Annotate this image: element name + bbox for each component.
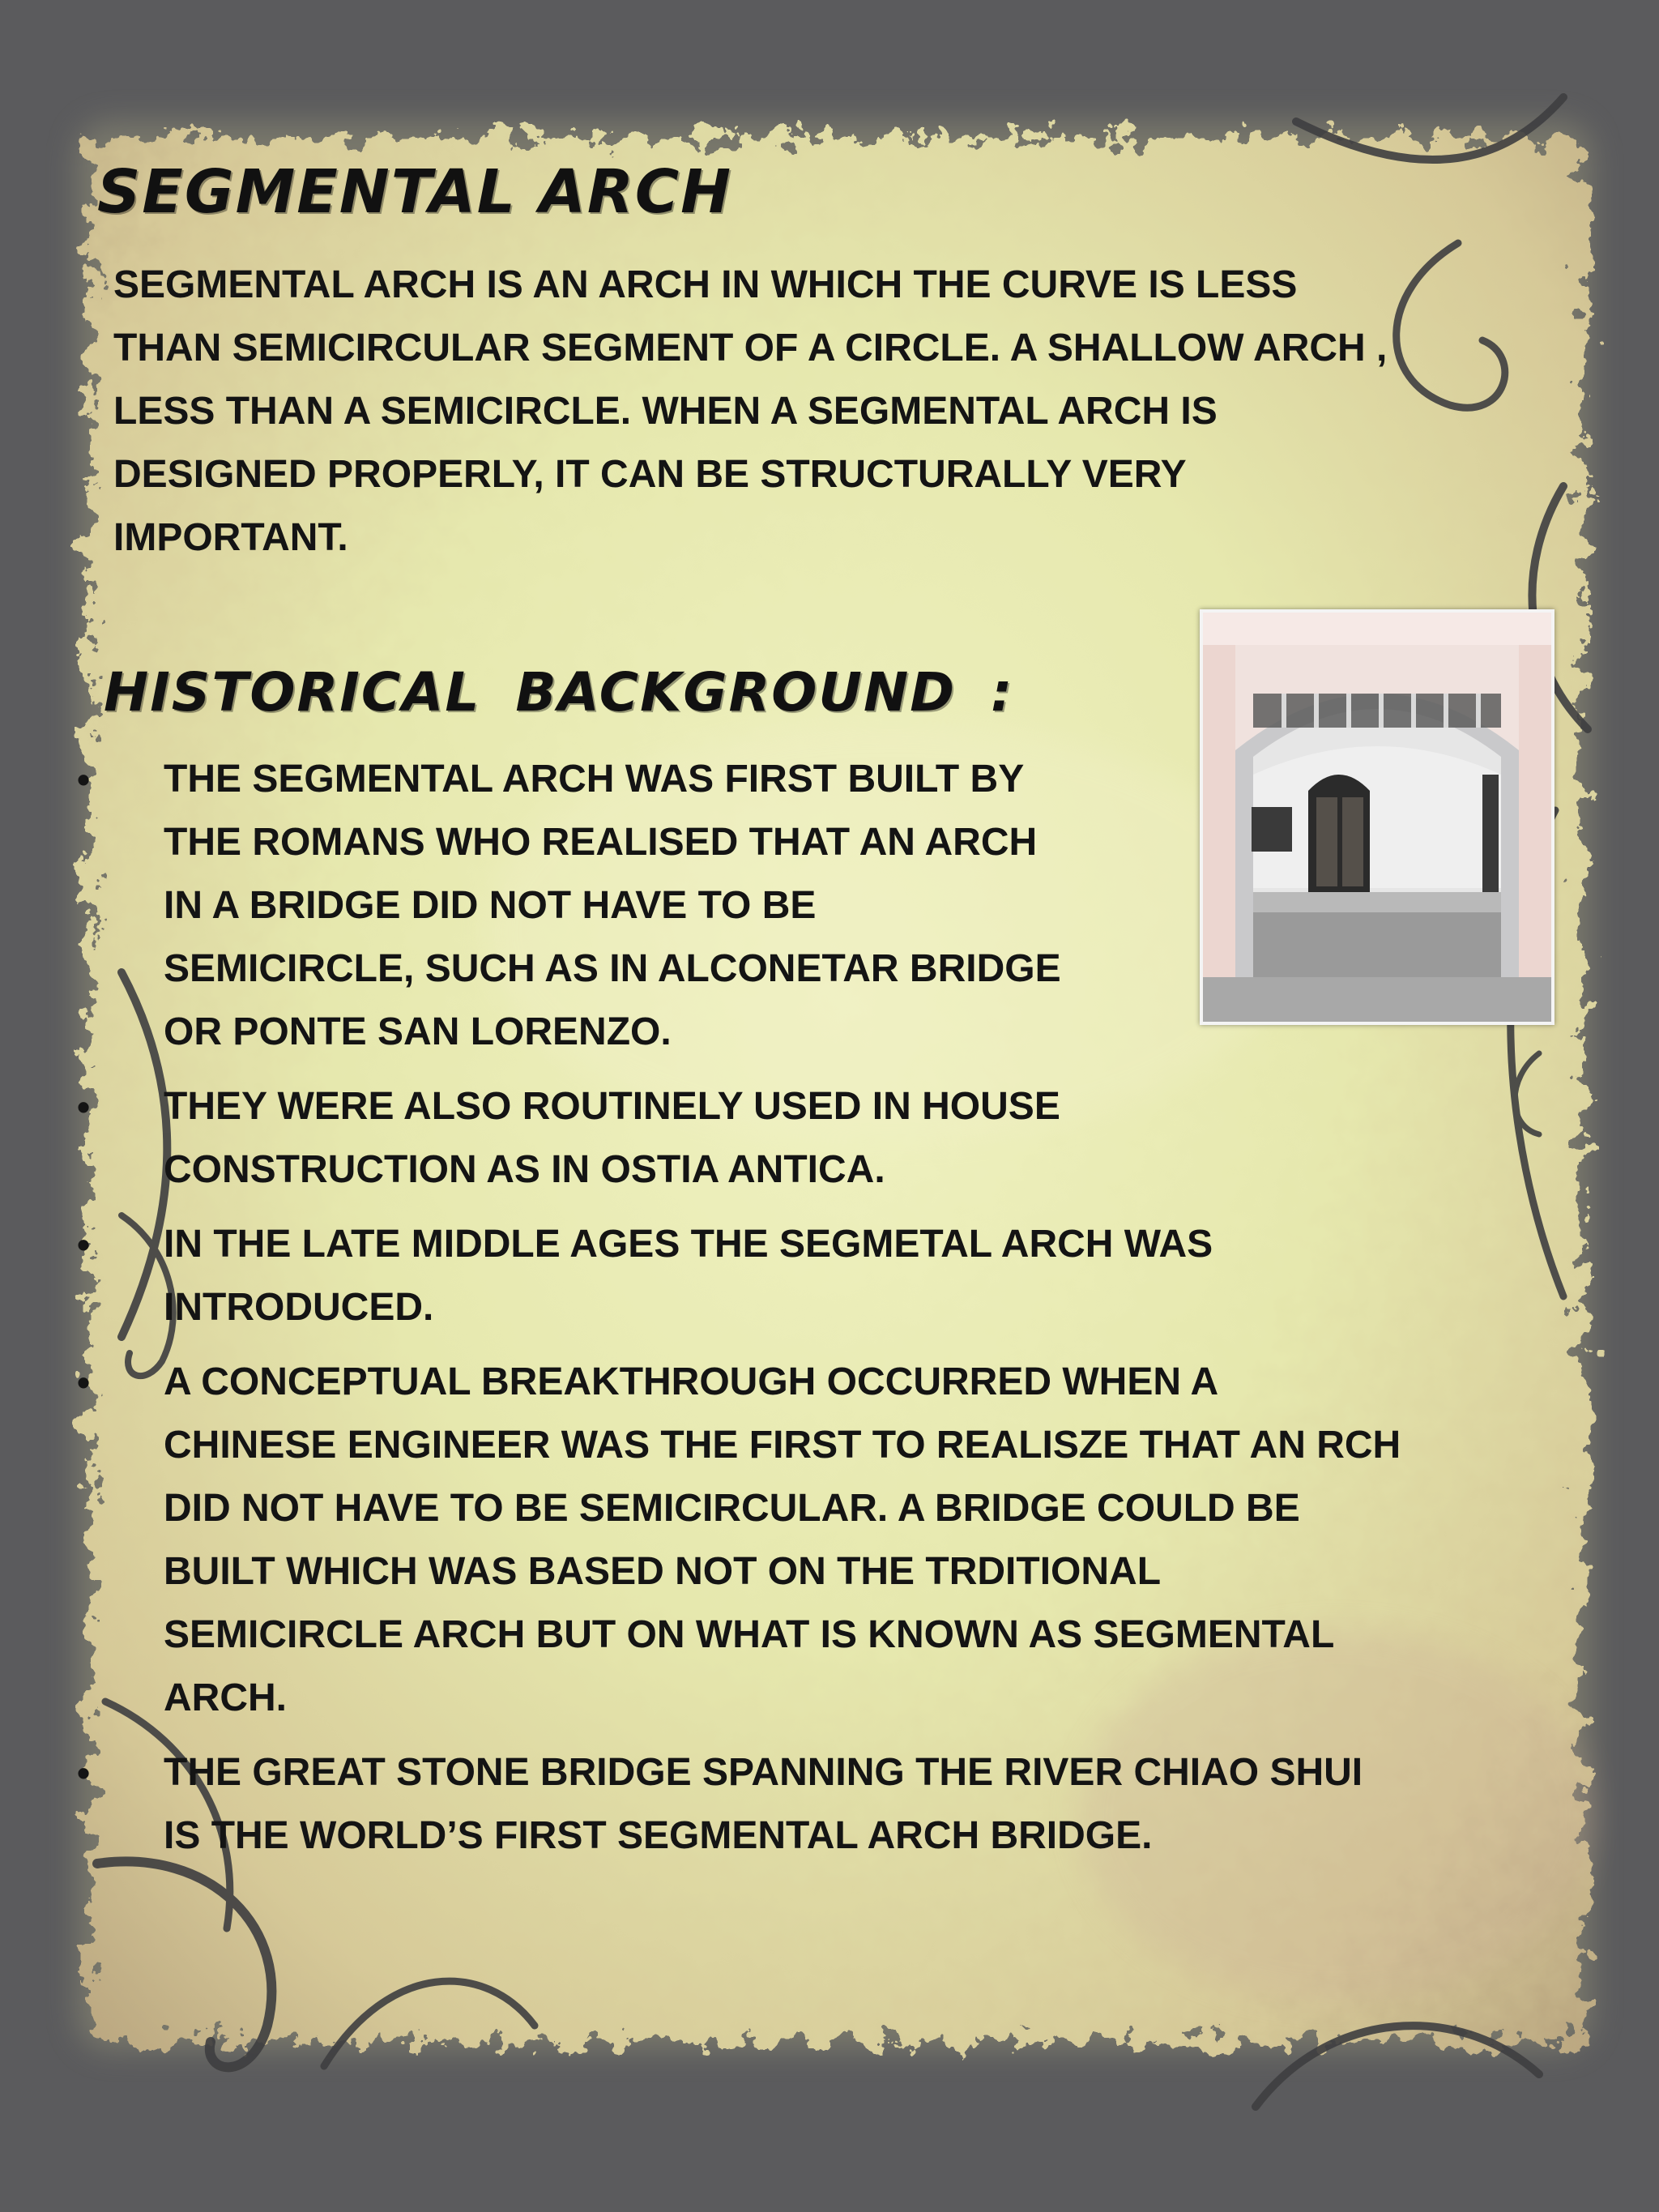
list-item	[77, 1075, 1401, 1202]
bullet-line: DID NOT HAVE TO BE SEMICIRCULAR. A BRIDGE COULD BE	[164, 1487, 1300, 1530]
bullet-marker: •	[77, 1752, 91, 1794]
bullet-line: ARCH.	[164, 1676, 287, 1719]
list-item	[77, 1351, 1401, 1730]
intro-line: DESIGNED PROPERLY, IT CAN BE STRUCTURALLY VERY	[113, 453, 1187, 496]
bullet-line: BUILT WHICH WAS BASED NOT ON THE TRDITIONAL	[164, 1550, 1162, 1593]
bullet-marker: •	[77, 1086, 91, 1128]
bullet-line: IN A BRIDGE DID NOT HAVE TO BE	[164, 884, 817, 927]
bullet-line: CONSTRUCTION AS IN OSTIA ANTICA.	[164, 1148, 885, 1191]
bullet-line: A CONCEPTUAL BREAKTHROUGH OCCURRED WHEN A	[164, 1360, 1219, 1403]
bullet-marker: •	[77, 1223, 91, 1266]
bullet-line: OR PONTE SAN LORENZO.	[164, 1010, 672, 1053]
bullet-line: THEY WERE ALSO ROUTINELY USED IN HOUSE	[164, 1085, 1060, 1128]
list-item	[77, 748, 1401, 1064]
bullet-line: IN THE LATE MIDDLE AGES THE SEGMETAL ARCH WAS	[164, 1223, 1213, 1266]
bullet-line: THE ROMANS WHO REALISED THAT AN ARCH	[164, 821, 1038, 864]
section-heading-historical-background: HISTORICAL BACKGROUND :	[104, 661, 1014, 724]
bullet-line: INTRODUCED.	[164, 1286, 434, 1329]
list-item	[77, 1741, 1401, 1868]
intro-line: IMPORTANT.	[113, 516, 348, 559]
intro-line: THAN SEMICIRCULAR SEGMENT OF A CIRCLE. A SHALLOW ARCH ,	[113, 327, 1388, 369]
intro-paragraph	[113, 254, 1555, 570]
intro-line: SEGMENTAL ARCH IS AN ARCH IN WHICH THE CURVE IS LESS	[113, 263, 1298, 306]
history-bullet-list	[77, 748, 1401, 1879]
bullet-marker: •	[77, 758, 91, 801]
slide-title: SEGMENTAL ARCH	[97, 157, 733, 227]
bullet-marker: •	[77, 1361, 91, 1403]
intro-line: LESS THAN A SEMICIRCLE. WHEN A SEGMENTAL ARCH IS	[113, 390, 1218, 433]
bullet-line: SEMICIRCLE, SUCH AS IN ALCONETAR BRIDGE	[164, 947, 1061, 990]
bullet-line: IS THE WORLD’S FIRST SEGMENTAL ARCH BRIDGE.	[164, 1814, 1153, 1857]
bullet-line: THE GREAT STONE BRIDGE SPANNING THE RIVER CHIAO SHUI	[164, 1751, 1363, 1794]
bullet-line: SEMICIRCLE ARCH BUT ON WHAT IS KNOWN AS SEGMENTAL	[164, 1613, 1335, 1656]
bullet-line: THE SEGMENTAL ARCH WAS FIRST BUILT BY	[164, 758, 1025, 801]
list-item	[77, 1213, 1401, 1339]
bullet-line: CHINESE ENGINEER WAS THE FIRST TO REALISZE THAT AN RCH	[164, 1424, 1401, 1467]
